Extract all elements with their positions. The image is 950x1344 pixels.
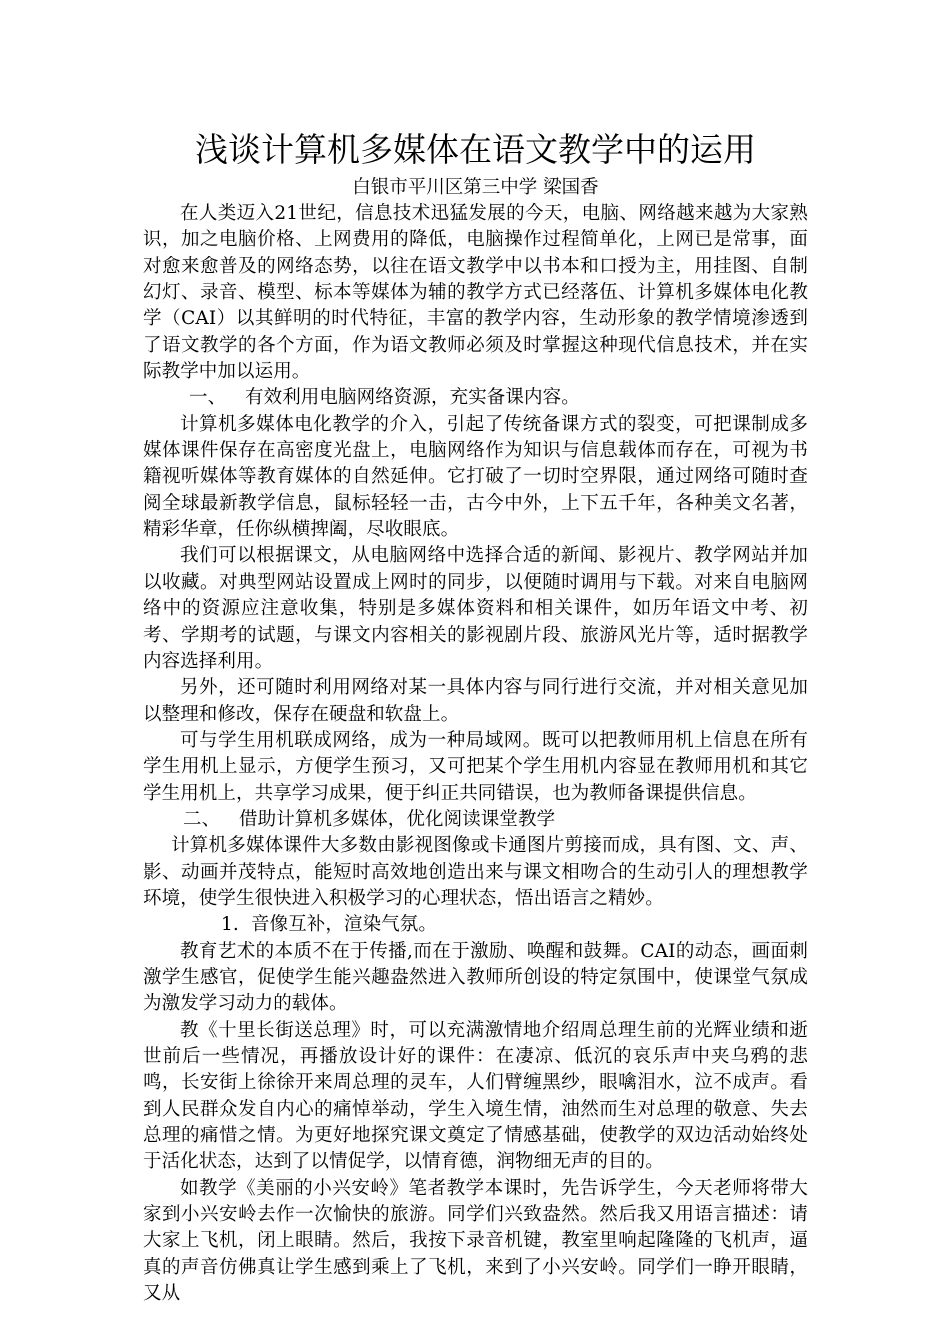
section-1-heading bbox=[143, 385, 808, 411]
subsection-1-title: 音像互补，渲染气氛。 bbox=[251, 914, 438, 936]
author-line: 白银市平川区第三中学 梁国香 bbox=[352, 177, 599, 198]
section-2-paragraph: 教《十里长街送总理》时，可以充满激情地介绍周总理生前的光辉业绩和逝世前后一些情况，再播放设计好的课件：在凄凉、低沉的哀乐声中夹乌鸦的悲鸣，长安街上徐徐开来周总理的灵车，人们臂缠黑纱，眼噙泪水，泣不成声。看到人民群众发自内心的痛悼举动，学生入境生情，油然而生对总理的敬意、失去总理的痛惜之情。为更好地探究课文奠定了情感基础，使教学的双边活动始终处于活化状态，达到了以情促学，以情育德，润物细无声的目的。 bbox=[143, 1019, 808, 1173]
section-2-paragraph: 如教学《美丽的小兴安岭》笔者教学本课时，先告诉学生，今天老师将带大家到小兴安岭去作一次愉快的旅游。同学们兴致盎然。然后我又用语言描述：请大家上飞机，闭上眼睛。然后，我按下录音机键，教室里响起隆隆的飞机声，逼真的声音仿佛真让学生感到乘上了飞机，来到了小兴安岭。同学们一睁开眼睛，又从 bbox=[143, 1177, 808, 1305]
subsection-1-number: 1. bbox=[221, 914, 239, 936]
section-1-paragraph: 我们可以根据课文，从电脑网络中选择合适的新闻、影视片、教学网站并加以收藏。对典型网站设置成上网时的同步，以便随时调用与下载。对来自电脑网络中的资源应注意收集，特别是多媒体资料和相关课件，如历年语文中考、初考、学期考的试题，与课文内容相关的影视剧片段、旅游风光片等，适时据教学内容选择利用。 bbox=[143, 545, 808, 672]
document-body bbox=[143, 201, 808, 1307]
section-2-title: 借助计算机多媒体，优化阅读课堂教学 bbox=[239, 808, 556, 830]
subsection-1-heading bbox=[143, 912, 808, 938]
section-1-paragraph: 另外，还可随时利用网络对某一具体内容与同行进行交流，并对相关意见加以整理和修改，保存在硬盘和软盘上。 bbox=[143, 677, 808, 725]
section-1-title: 有效利用电脑网络资源，充实备课内容。 bbox=[245, 387, 580, 409]
section-1-number: 一、 bbox=[189, 387, 227, 409]
section-2-number: 二、 bbox=[183, 808, 221, 830]
document-title: 浅谈计算机多媒体在语文教学中的运用 bbox=[195, 130, 756, 169]
section-1-paragraph: 计算机多媒体电化教学的介入，引起了传统备课方式的裂变，可把课制成多媒体课件保存在高密度光盘上，电脑网络作为知识与信息载体而存在，可视为书籍视听媒体等教育媒体的自然延伸。它打破了一切时空界限，通过网络可随时查阅全球最新教学信息，鼠标轻轻一击，古今中外，上下五千年，各种美文名著，精彩华章，任你纵横捭阖，尽收眼底。 bbox=[143, 413, 808, 541]
section-1-paragraph: 可与学生用机联成网络，成为一种局域网。既可以把教师用机上信息在所有学生用机上显示，方便学生预习，又可把某个学生用机内容显在教师用机和其它学生用机上，共享学习成果，便于纠正共同错误，也为教师备课提供信息。 bbox=[143, 729, 808, 804]
section-2-paragraph: 教育艺术的本质不在于传播,而在于激励、唤醒和鼓舞。CAI的动态，画面刺激学生感官，促使学生能兴趣盎然进入教师所创设的特定氛围中，使课堂气氛成为激发学习动力的载体。 bbox=[143, 940, 808, 1015]
document-page bbox=[143, 125, 808, 1307]
section-2-lead: 计算机多媒体课件大多数由影视图像或卡通图片剪接而成，具有图、文、声、影、动画并茂特点，能短时高效地创造出来与课文相吻合的生动引人的理想教学环境，使学生很快进入积极学习的心理状态，悟出语言之精妙。 bbox=[143, 835, 808, 909]
intro-paragraph: 在人类迈入21世纪，信息技术迅猛发展的今天，电脑、网络越来越为大家熟识，加之电脑价格、上网费用的降低，电脑操作过程简单化，上网已是常事，面对愈来愈普及的网络态势，以往在语文教学中以书本和口授为主，用挂图、自制幻灯、录音、模型、标本等媒体为辅的教学方式已经落伍、计算机多媒体电化教学（CAI）以其鲜明的时代特征，丰富的教学内容，生动形象的教学情境渗透到了语文教学的各个方面，作为语文教师必须及时掌握这种现代信息技术，并在实际教学中加以运用。 bbox=[143, 203, 808, 383]
section-2-heading bbox=[143, 807, 808, 833]
